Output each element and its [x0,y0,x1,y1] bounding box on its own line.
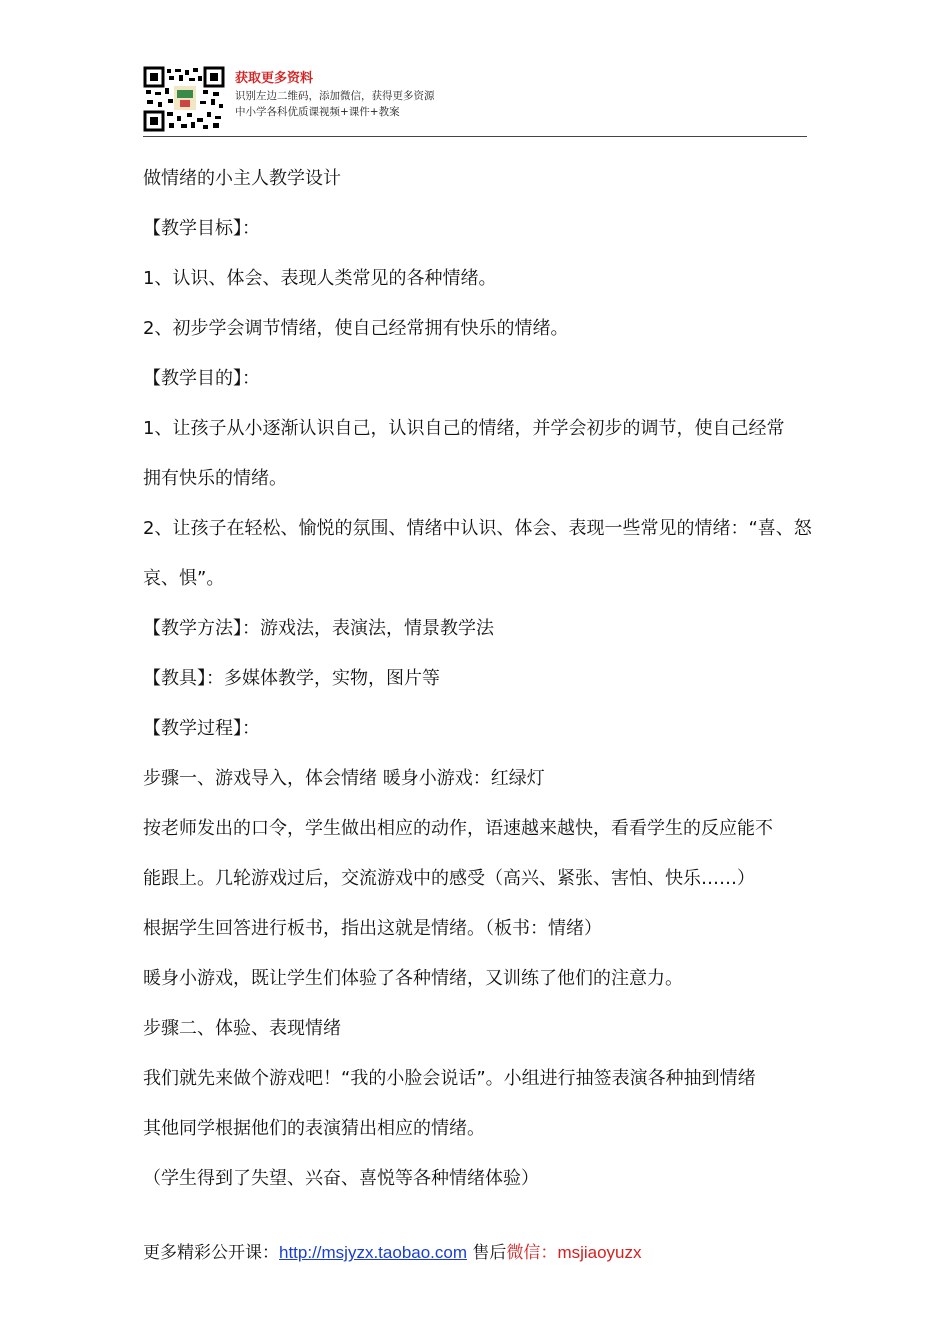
header-title: 获取更多资料 [235,71,314,86]
section-heading: 【教学目标】： [143,218,260,239]
footer-shop-link[interactable]: http://msjyzx.taobao.com [279,1243,468,1262]
paragraph: 哀、惧”。 [143,568,225,589]
paragraph: 其他同学根据他们的表演猜出相应的情绪。 [143,1118,485,1139]
paragraph: 暖身小游戏，既让学生们体验了各种情绪，又训练了他们的注意力。 [143,968,683,989]
step-heading: 步骤二、体验、表现情绪 [143,1018,341,1039]
header-line-2: 中小学各科优质课视频+课件+教案 [235,106,400,118]
paragraph: 2、让孩子在轻松、愉悦的氛围、情绪中认识、体会、表现一些常见的情绪：“喜、怒 [143,518,812,539]
footer-mid: 售后 [467,1243,507,1263]
qr-code-icon [143,66,225,132]
section-heading: 【教学过程】： [143,718,260,739]
page-header [143,66,807,138]
step-heading: 步骤一、游戏导入，体会情绪 暖身小游戏：红绿灯 [143,768,545,789]
paragraph: 1、让孩子从小逐渐认识自己，认识自己的情绪，并学会初步的调节，使自己经常 [143,418,785,439]
footer-prefix: 更多精彩公开课： [143,1243,279,1263]
paragraph: 能跟上。几轮游戏过后，交流游戏中的感受（高兴、紧张、害怕、快乐……） [143,868,755,889]
paragraph: 我们就先来做个游戏吧！“我的小脸会说话”。小组进行抽签表演各种抽到情绪 [143,1068,756,1089]
footer-wechat-id: msjiaoyuzx [557,1243,642,1262]
paragraph: 拥有快乐的情绪。 [143,468,287,489]
header-line-1: 识别左边二维码，添加微信，获得更多资源 [235,90,435,102]
document-body [143,154,812,1204]
section-heading: 【教学目的】： [143,368,260,389]
header-divider [143,136,807,137]
section-heading: 【教具】：多媒体教学，实物，图片等 [143,668,440,689]
paragraph: 2、初步学会调节情绪，使自己经常拥有快乐的情绪。 [143,318,569,339]
page-footer [143,1241,642,1265]
paragraph: 按老师发出的口令，学生做出相应的动作，语速越来越快，看看学生的反应能不 [143,818,773,839]
paragraph: 根据学生回答进行板书，指出这就是情绪。（板书：情绪） [143,918,602,939]
footer-wechat-label: 微信： [506,1243,558,1263]
doc-title: 做情绪的小主人教学设计 [143,168,341,189]
paragraph: （学生得到了失望、兴奋、喜悦等各种情绪体验） [143,1168,539,1189]
paragraph: 1、认识、体会、表现人类常见的各种情绪。 [143,268,497,289]
section-heading: 【教学方法】：游戏法，表演法，情景教学法 [143,618,494,639]
